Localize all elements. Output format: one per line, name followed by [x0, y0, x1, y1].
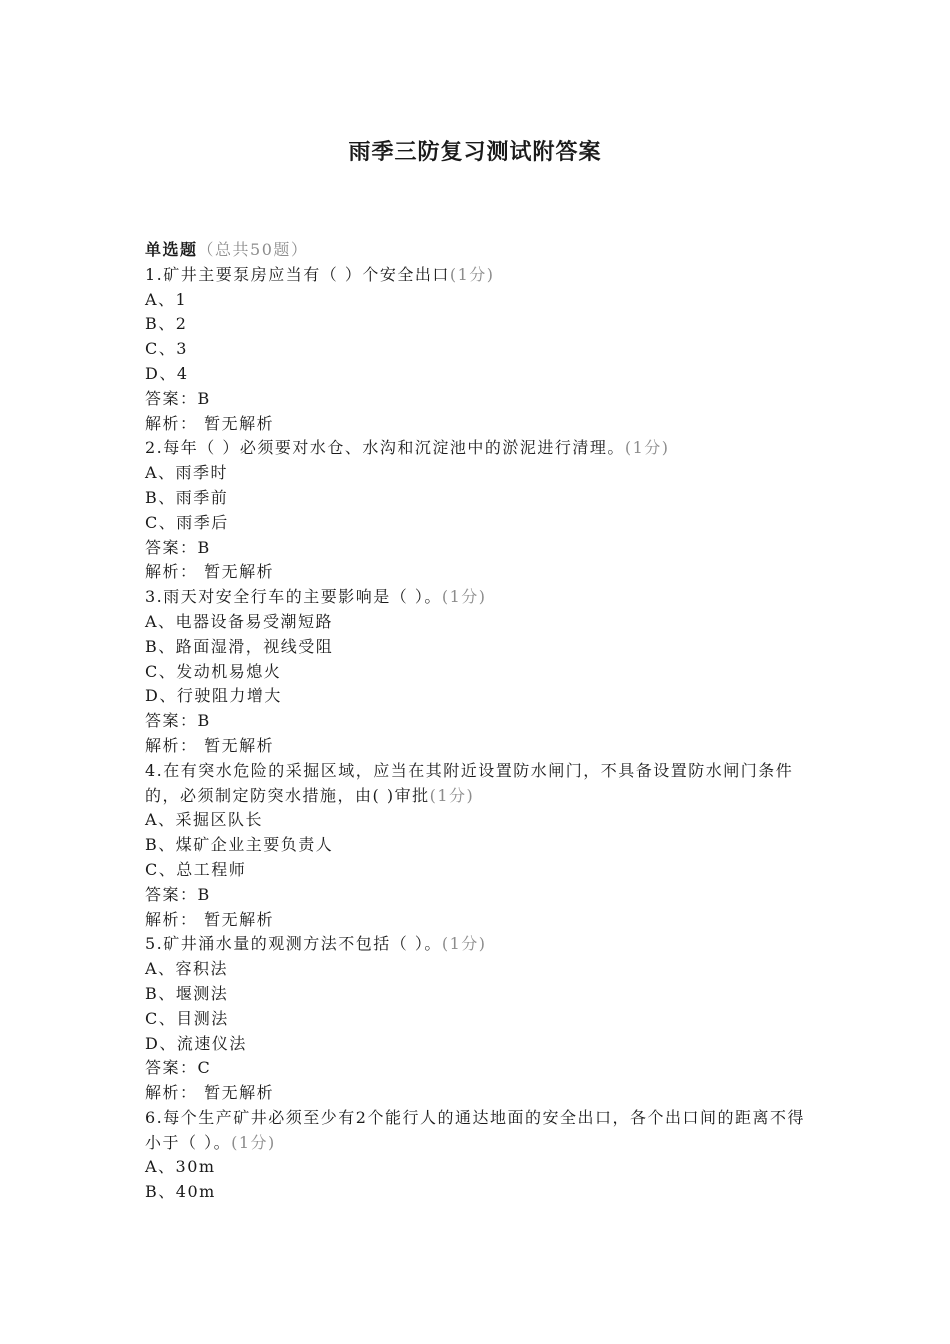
option: B、路面湿滑，视线受阻: [145, 636, 334, 656]
analysis: [145, 734, 805, 759]
question-block: [145, 585, 805, 759]
analysis-label: 解析：: [145, 909, 198, 929]
answer: 答案：B: [145, 537, 211, 557]
question-score: (1分): [449, 264, 495, 284]
question-score: (1分): [441, 587, 487, 607]
section-label: 单选题: [145, 240, 198, 259]
answer: 答案：B: [145, 388, 211, 408]
option: A、1: [145, 289, 188, 309]
answer: 答案：B: [145, 711, 211, 731]
analysis: [145, 1081, 805, 1106]
option: B、2: [145, 314, 188, 334]
option: C、目测法: [145, 1008, 229, 1028]
question-stem: [145, 263, 805, 288]
question-block: [145, 263, 805, 437]
analysis-text: 暂无解析: [204, 1083, 275, 1103]
analysis: [145, 412, 805, 437]
option: A、30m: [145, 1157, 216, 1177]
question-score: (1分): [429, 785, 475, 805]
option: C、总工程师: [145, 859, 247, 879]
option: C、3: [145, 339, 188, 359]
option: B、堰测法: [145, 983, 229, 1003]
answer: 答案：C: [145, 1058, 212, 1078]
analysis-label: 解析：: [145, 413, 198, 433]
analysis-label: 解析：: [145, 562, 198, 582]
question-stem: [145, 932, 805, 957]
question-text: 3.雨天对安全行车的主要影响是（ ）。: [145, 587, 442, 607]
question-stem: [145, 759, 805, 809]
question-score: (1分): [624, 438, 670, 458]
analysis-text: 暂无解析: [204, 562, 275, 582]
question-stem: [145, 585, 805, 610]
option: A、电器设备易受潮短路: [145, 611, 334, 631]
question-text: 5.矿井涌水量的观测方法不包括（ ）。: [145, 934, 442, 954]
section-count: （总共50题）: [197, 240, 309, 259]
question-text: 4.在有突水危险的采掘区域，应当在其附近设置防水闸门，不具备设置防水闸门条件的，必须制定防突水措施，由( )审批: [145, 760, 794, 805]
question-block: [145, 759, 805, 933]
analysis: [145, 908, 805, 933]
option: A、采掘区队长: [145, 810, 264, 830]
question-text: 2.每年（ ）必须要对水仓、水沟和沉淀池中的淤泥进行清理。: [145, 438, 625, 458]
question-score: (1分): [441, 934, 487, 954]
option: D、流速仪法: [145, 1033, 247, 1053]
answer: 答案：B: [145, 884, 211, 904]
analysis-text: 暂无解析: [204, 735, 275, 755]
question-text: 1.矿井主要泵房应当有（ ）个安全出口: [145, 264, 450, 284]
question-list: [145, 238, 805, 1205]
question-block: [145, 436, 805, 585]
option: B、煤矿企业主要负责人: [145, 835, 334, 855]
option: B、40m: [145, 1182, 216, 1202]
analysis-text: 暂无解析: [204, 909, 275, 929]
question-stem: [145, 436, 805, 461]
question-block: [145, 1106, 805, 1205]
question-stem: [145, 1106, 805, 1156]
question-text: 6.每个生产矿井必须至少有2个能行人的通达地面的安全出口，各个出口间的距离不得小于（ ）。: [145, 1107, 805, 1152]
analysis-label: 解析：: [145, 735, 198, 755]
option: B、雨季前: [145, 487, 229, 507]
option: C、发动机易熄火: [145, 661, 282, 681]
question-block: [145, 932, 805, 1106]
option: D、行驶阻力增大: [145, 686, 282, 706]
option: D、4: [145, 363, 189, 383]
option: A、容积法: [145, 959, 229, 979]
page-title: 雨季三防复习测试附答案: [348, 139, 602, 165]
question-score: (1分): [231, 1132, 276, 1152]
analysis-label: 解析：: [145, 1083, 198, 1103]
section-heading: [145, 238, 805, 263]
analysis-text: 暂无解析: [204, 413, 275, 433]
option: C、雨季后: [145, 512, 229, 532]
option: A、雨季时: [145, 463, 229, 483]
analysis: [145, 560, 805, 585]
